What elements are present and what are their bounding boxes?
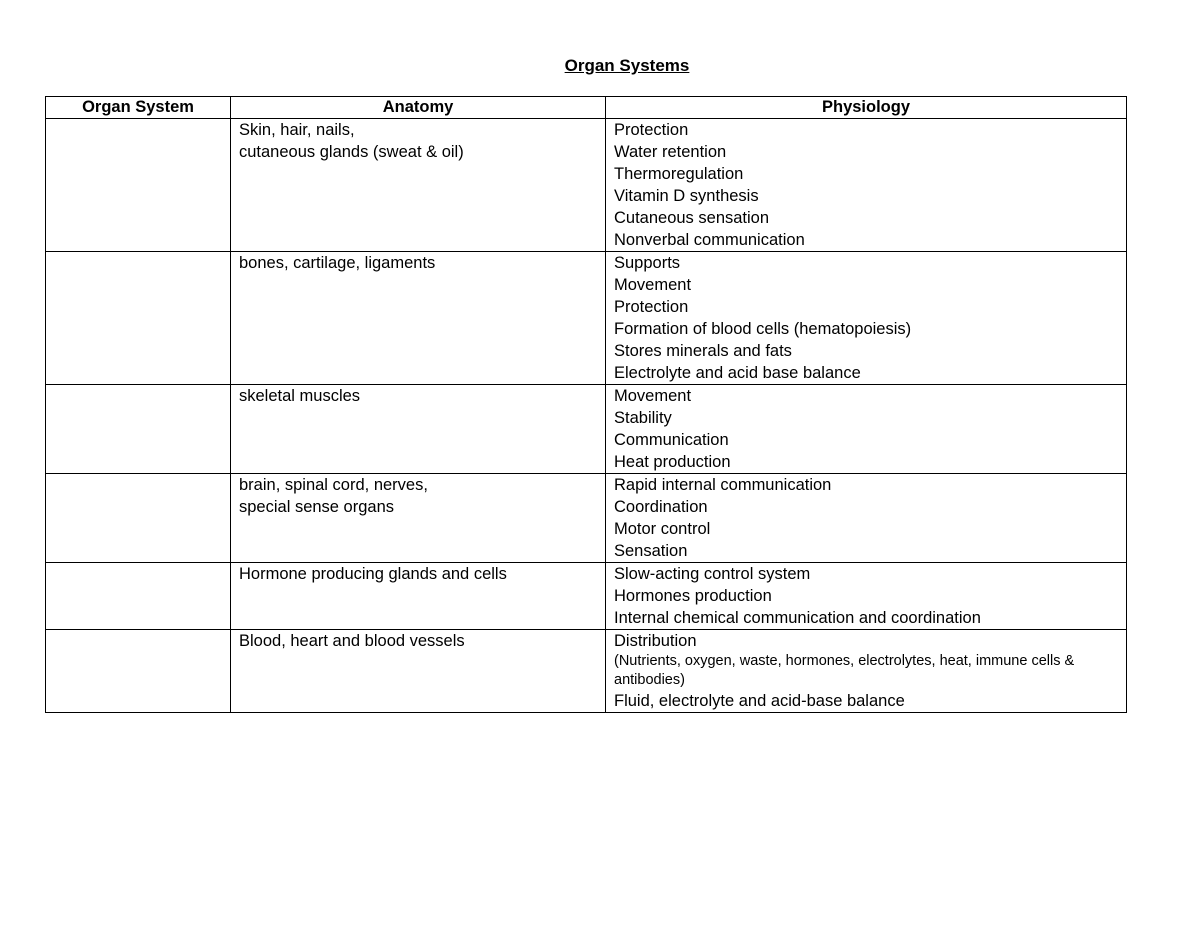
organ-system-cell — [46, 252, 231, 385]
organ-system-cell — [46, 385, 231, 474]
physiology-line: Hormones production — [614, 587, 772, 605]
physiology-line: Water retention — [614, 143, 727, 161]
anatomy-cell — [231, 474, 606, 563]
physiology-line: Internal chemical communication and coordination — [614, 609, 981, 627]
physiology-line: Sensation — [614, 542, 688, 560]
physiology-line: Formation of blood cells (hematopoiesis) — [614, 320, 912, 338]
anatomy-line: skeletal muscles — [239, 387, 361, 405]
table-header-row — [46, 97, 1127, 119]
anatomy-line: brain, spinal cord, nerves, — [239, 476, 428, 494]
physiology-line: Heat production — [614, 453, 731, 471]
physiology-line: Slow-acting control system — [614, 565, 811, 583]
physiology-line: Protection — [614, 298, 689, 316]
physiology-line: Movement — [614, 387, 692, 405]
physiology-line: Protection — [614, 121, 689, 139]
physiology-line: Stores minerals and fats — [614, 342, 792, 360]
physiology-line: Nonverbal communication — [614, 231, 805, 249]
organ-system-cell — [46, 119, 231, 252]
anatomy-line: bones, cartilage, ligaments — [239, 254, 436, 272]
anatomy-line: Hormone producing glands and cells — [239, 565, 507, 583]
anatomy-cell — [231, 119, 606, 252]
header-anatomy: Anatomy — [231, 97, 606, 119]
physiology-line: Coordination — [614, 498, 708, 516]
physiology-line: Movement — [614, 276, 692, 294]
physiology-line: Thermoregulation — [614, 165, 744, 183]
anatomy-cell — [231, 252, 606, 385]
table-row — [46, 385, 1127, 474]
anatomy-line: special sense organs — [239, 498, 395, 516]
physiology-note: (Nutrients, oxygen, waste, hormones, electrolytes, heat, immune cells & antibodies) — [614, 653, 1075, 688]
physiology-line: Distribution — [614, 632, 697, 650]
physiology-line: Vitamin D synthesis — [614, 187, 759, 205]
physiology-line: Electrolyte and acid base balance — [614, 364, 861, 382]
anatomy-cell — [231, 563, 606, 630]
table-row — [46, 474, 1127, 563]
physiology-cell — [606, 630, 1127, 713]
anatomy-line: Blood, heart and blood vessels — [239, 632, 465, 650]
physiology-cell — [606, 563, 1127, 630]
table-row — [46, 563, 1127, 630]
table-row — [46, 630, 1127, 713]
table-row — [46, 119, 1127, 252]
physiology-line: Fluid, electrolyte and acid-base balance — [614, 692, 905, 710]
table-row — [46, 252, 1127, 385]
physiology-line: Motor control — [614, 520, 711, 538]
physiology-line: Communication — [614, 431, 729, 449]
organ-systems-table — [45, 96, 1127, 713]
organ-system-cell — [46, 630, 231, 713]
physiology-line: Rapid internal communication — [614, 476, 832, 494]
header-physiology: Physiology — [606, 97, 1127, 119]
anatomy-line: cutaneous glands (sweat & oil) — [239, 143, 464, 161]
anatomy-cell — [231, 630, 606, 713]
header-organ-system: Organ System — [46, 97, 231, 119]
physiology-line: Stability — [614, 409, 672, 427]
organ-system-cell — [46, 474, 231, 563]
anatomy-line: Skin, hair, nails, — [239, 121, 355, 139]
page-title: Organ Systems — [564, 56, 690, 75]
anatomy-cell — [231, 385, 606, 474]
physiology-cell — [606, 252, 1127, 385]
physiology-cell — [606, 385, 1127, 474]
physiology-line: Cutaneous sensation — [614, 209, 770, 227]
organ-system-cell — [46, 563, 231, 630]
physiology-cell — [606, 474, 1127, 563]
physiology-cell — [606, 119, 1127, 252]
physiology-line: Supports — [614, 254, 681, 272]
